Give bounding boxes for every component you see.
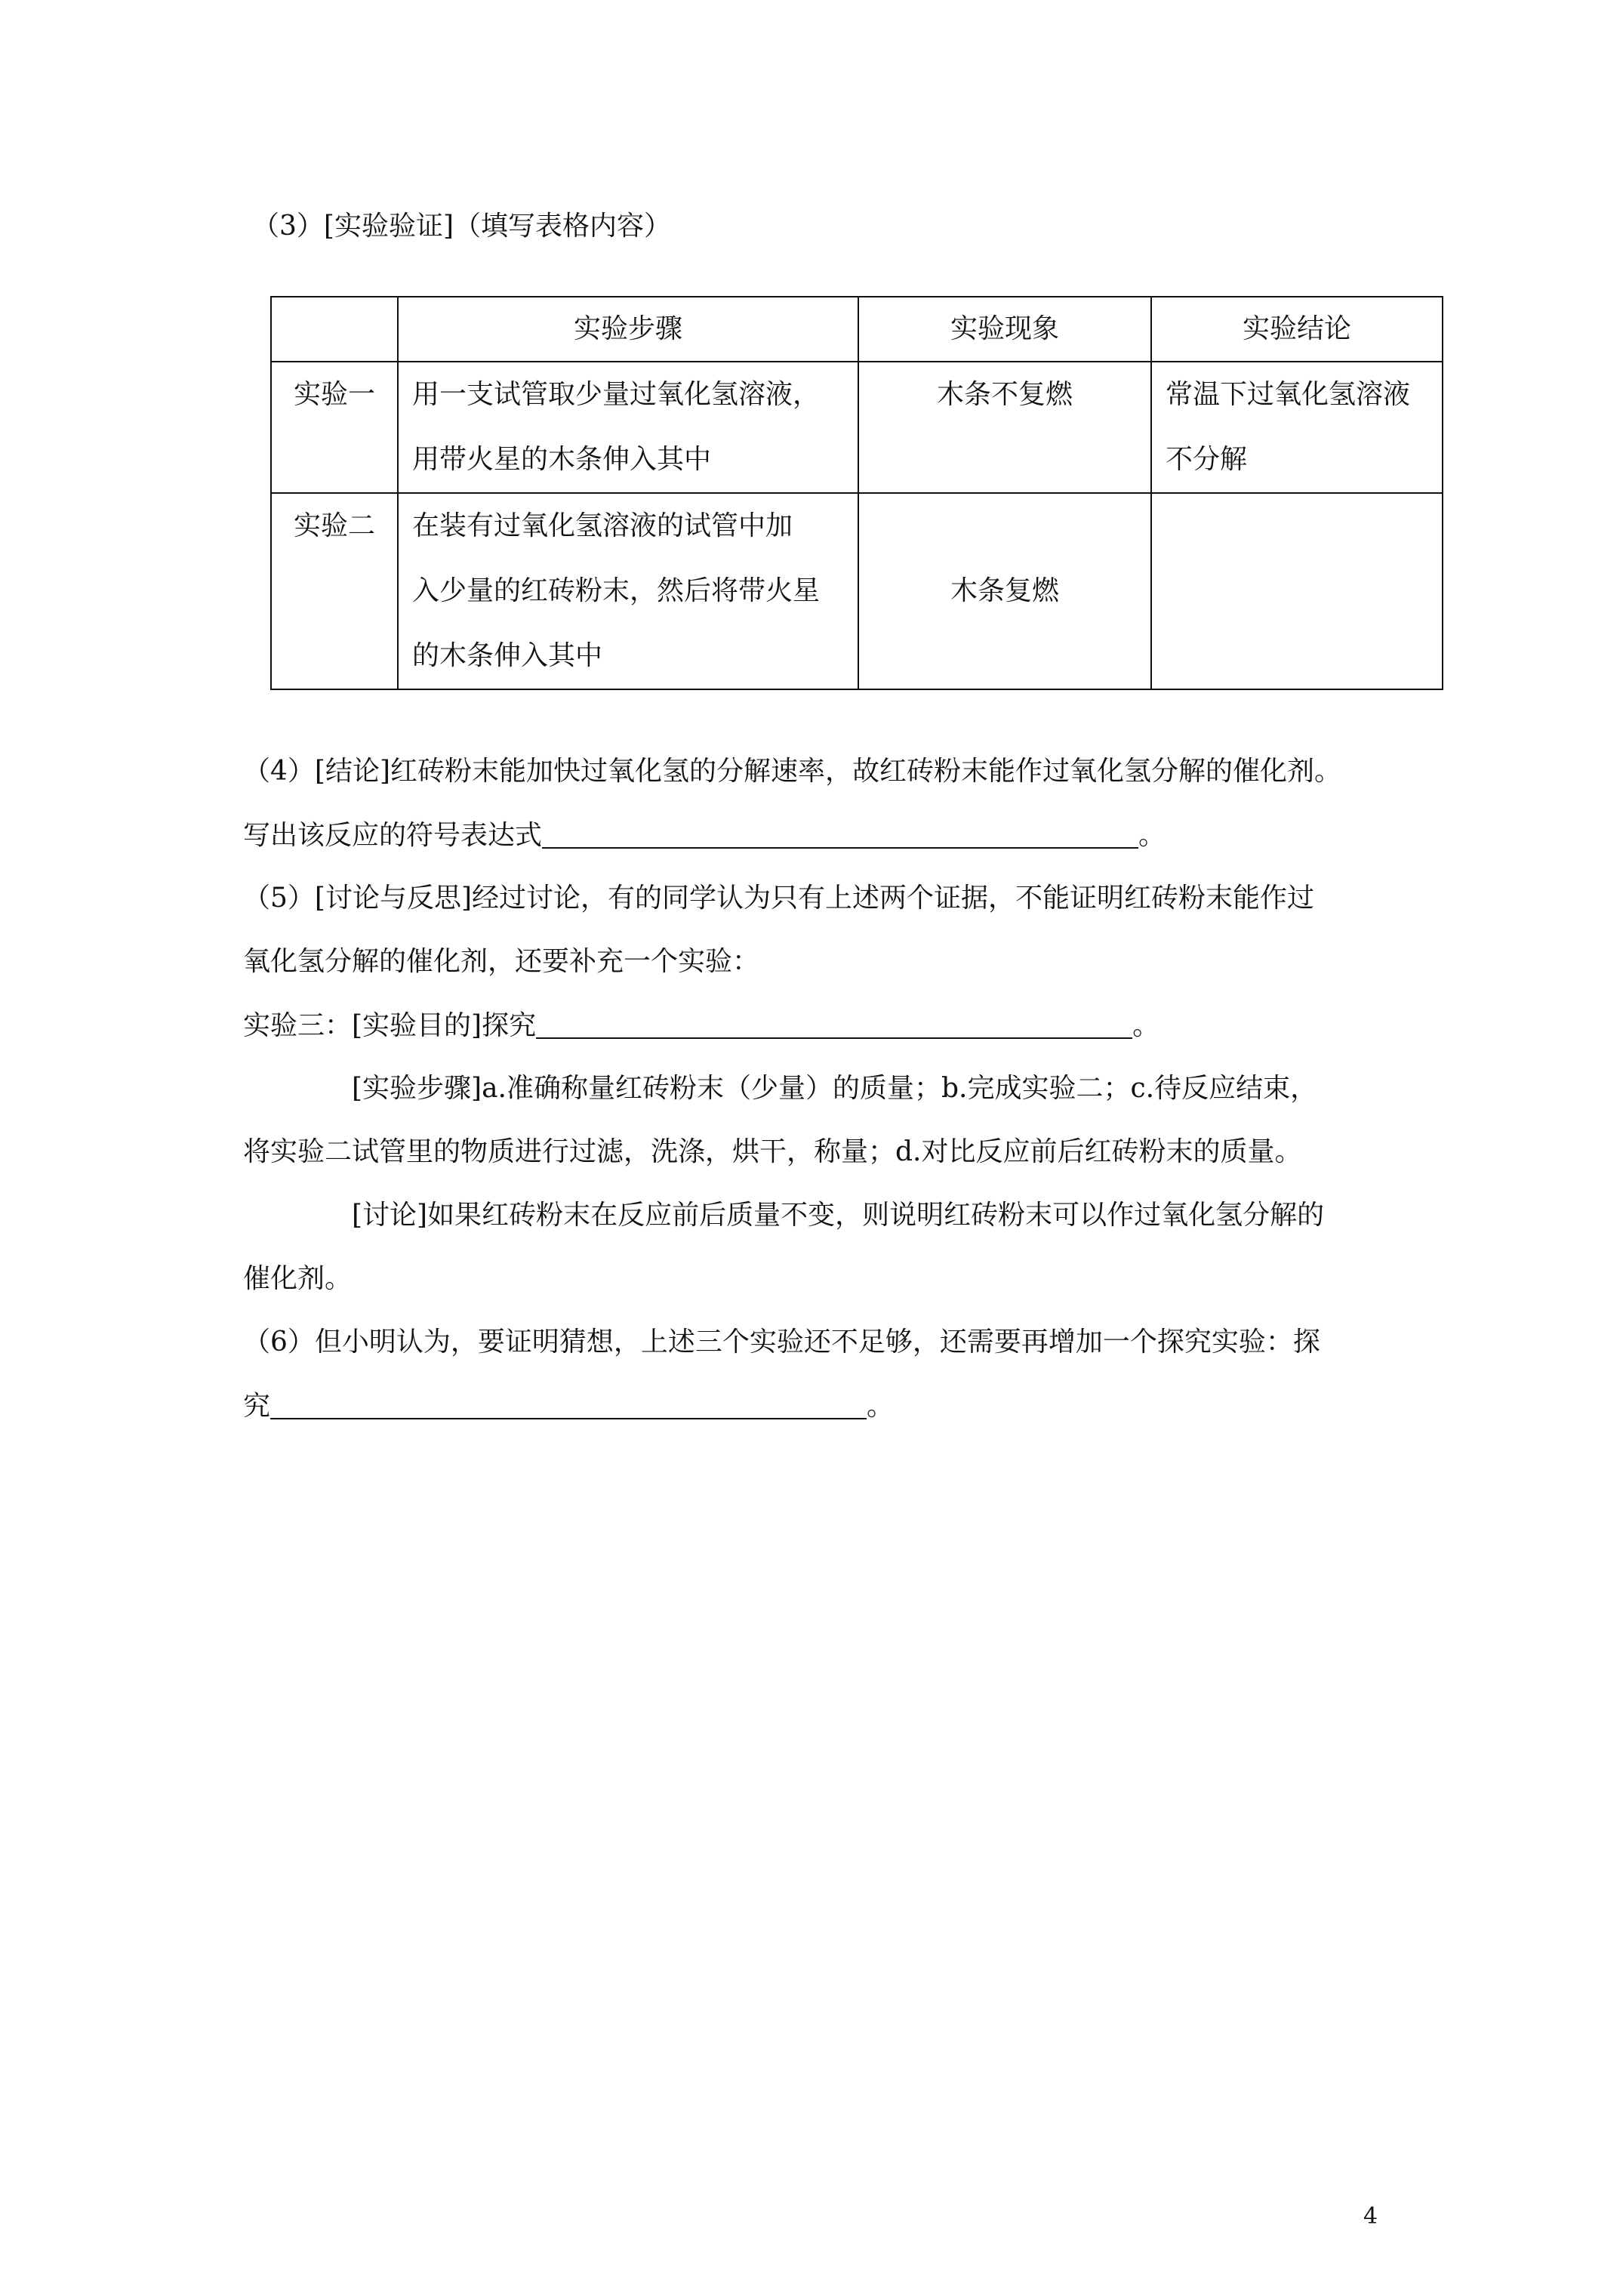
header-cell-conclusion: 实验结论 (1151, 297, 1443, 362)
experiment-steps-line-1: [实验步骤]a.准确称量红砖粉末（少量）的质量；b.完成实验二；c.待反应结束， (352, 1073, 1318, 1104)
conclusion-line: 不分解 (1166, 444, 1248, 475)
section-5-line-2: 氧化氢分解的催化剂，还要补充一个实验： (243, 946, 760, 977)
answer-prompt: 写出该反应的符号表达式 (243, 820, 543, 851)
experiment-table (270, 296, 1443, 690)
steps-line: 的木条伸入其中 (412, 640, 603, 671)
conclusion-cell-blank[interactable] (1151, 493, 1443, 689)
row-name-cell: 实验一 (271, 362, 398, 493)
answer-blank[interactable] (542, 817, 1138, 849)
conclusion-line: 常温下过氧化氢溶液 (1166, 379, 1411, 410)
table-row (271, 493, 1443, 689)
steps-line: 用带火星的木条伸入其中 (412, 444, 712, 475)
phenomenon-cell: 木条不复燃 (858, 362, 1151, 493)
section-5-line-3 (243, 1007, 1160, 1044)
steps-cell (398, 493, 858, 689)
steps-line: 用一支试管取少量过氧化氢溶液， (412, 379, 821, 410)
header-cell-phenomenon: 实验现象 (858, 297, 1151, 362)
header-cell-steps: 实验步骤 (398, 297, 858, 362)
answer-prompt: 究 (243, 1391, 271, 1422)
page-number: 4 (1363, 2203, 1378, 2230)
discussion-line-2: 催化剂。 (243, 1263, 353, 1294)
answer-blank[interactable] (270, 1388, 867, 1419)
steps-cell (398, 362, 858, 493)
steps-line: 在装有过氧化氢溶液的试管中加 (412, 510, 793, 541)
section-6-line-1: （6）但小明认为，要证明猜想，上述三个实验还不足够，还需要再增加一个探究实验：探 (243, 1327, 1320, 1358)
section-3-title: （3）[实验验证]（填写表格内容） (252, 211, 671, 242)
header-cell-empty (271, 297, 398, 362)
table-header-row (271, 297, 1443, 362)
period: 。 (1132, 1010, 1160, 1041)
table-row (271, 362, 1443, 493)
section-4-line-2 (243, 817, 1166, 854)
row-name-cell: 实验二 (271, 493, 398, 689)
section-6-line-2 (243, 1388, 894, 1425)
answer-blank[interactable] (536, 1007, 1132, 1039)
answer-prompt: 实验三：[实验目的]探究 (243, 1010, 537, 1041)
period: 。 (1138, 820, 1166, 851)
section-4-line-1: （4）[结论]红砖粉末能加快过氧化氢的分解速率，故红砖粉末能作过氧化氢分解的催化剂。 (243, 756, 1341, 787)
experiment-steps-line-2: 将实验二试管里的物质进行过滤，洗涤，烘干，称量；d.对比反应前后红砖粉末的质量。 (243, 1136, 1302, 1167)
discussion-line-1: [讨论]如果红砖粉末在反应前后质量不变，则说明红砖粉末可以作过氧化氢分解的 (352, 1200, 1325, 1231)
phenomenon-cell: 木条复燃 (858, 493, 1151, 689)
steps-line: 入少量的红砖粉末，然后将带火星 (412, 575, 821, 606)
conclusion-cell (1151, 362, 1443, 493)
section-5-line-1: （5）[讨论与反思]经过讨论，有的同学认为只有上述两个证据，不能证明红砖粉末能作过 (243, 883, 1314, 914)
period: 。 (867, 1391, 895, 1422)
